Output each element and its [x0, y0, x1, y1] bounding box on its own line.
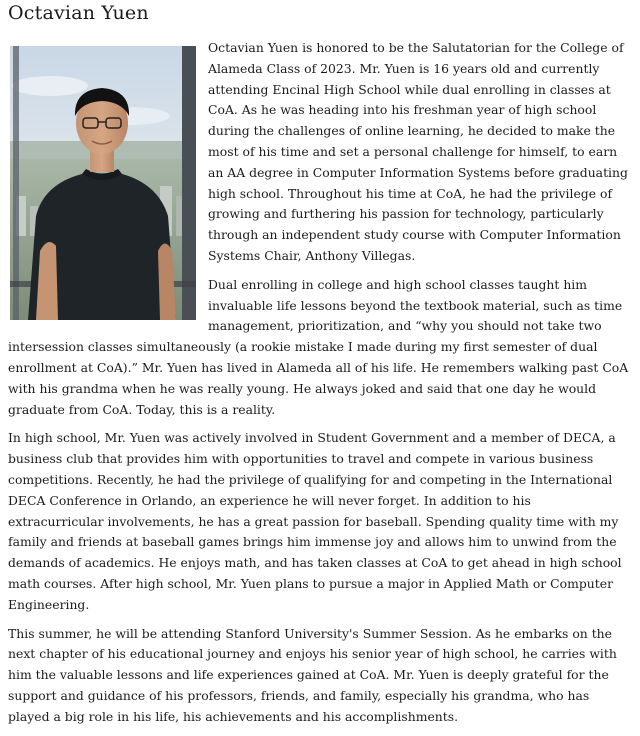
portrait-photo — [10, 46, 196, 320]
page-title: Octavian Yuen — [8, 2, 149, 24]
bio-paragraph-3: In high school, Mr. Yuen was actively involved in Student Government and a member of DECA, a business club that provides him with opportunities to travel and compete in various business competitions. Recently, he had the privilege of qualifying for and competing in the International DECA Conference in Orlando, an experience he will never forget. In addition to his extracurricular involvements, he has a great passion for baseball. Spending quality time with my family and friends at baseball games brings him immense joy and allows him to unwind from the demands of academics. He enjoys math, and has taken classes at CoA to get ahead in high school math courses. After high school, Mr. Yuen plans to pursue a major in Applied Math or Computer Engineering. — [8, 430, 622, 612]
bio-paragraph-4: This summer, he will be attending Stanford University's Summer Session. As he embarks on the next chapter of his educational journey and enjoys his senior year of high school, he carries with him the valuable lessons and life experiences gained at CoA. Mr. Yuen is deeply grateful for the support and guidance of his professors, friends, and family, especially his grandma, who has played a big role in his life, his achievements and his accomplishments. — [8, 625, 617, 724]
bio-paragraph-1: Octavian Yuen is honored to be the Salutatorian for the College of Alameda Class of 2023. Mr. Yuen is 16 years old and currently attending Encinal High School while dual enrolling in classes at CoA. As he was heading into his freshman year of high school during the challenges of online learning, he decided to make the most of his time and set a personal challenge for himself, to earn an AA degree in Computer Information Systems before graduating high school. Throughout his time at CoA, he had the privilege of growing and furthering his passion for technology, particularly through an independent study course with Computer Information Systems Chair, Anthony Villegas. — [208, 40, 628, 263]
bio-paragraph-2: Dual enrolling in college and high school classes taught him invaluable life lessons beyond the textbook material, such as time management, prioritization, and “why you should not take two intersession classes simultaneously (a rookie mistake I made during my first semester of dual enrollment at CoA).” Mr. Yuen has lived in Alameda all of his life. He remembers walking past CoA with his grandma when he was really young. He always joked and said that one day he would graduate from CoA. Today, this is a reality. — [8, 276, 629, 417]
bio-content — [8, 38, 630, 736]
